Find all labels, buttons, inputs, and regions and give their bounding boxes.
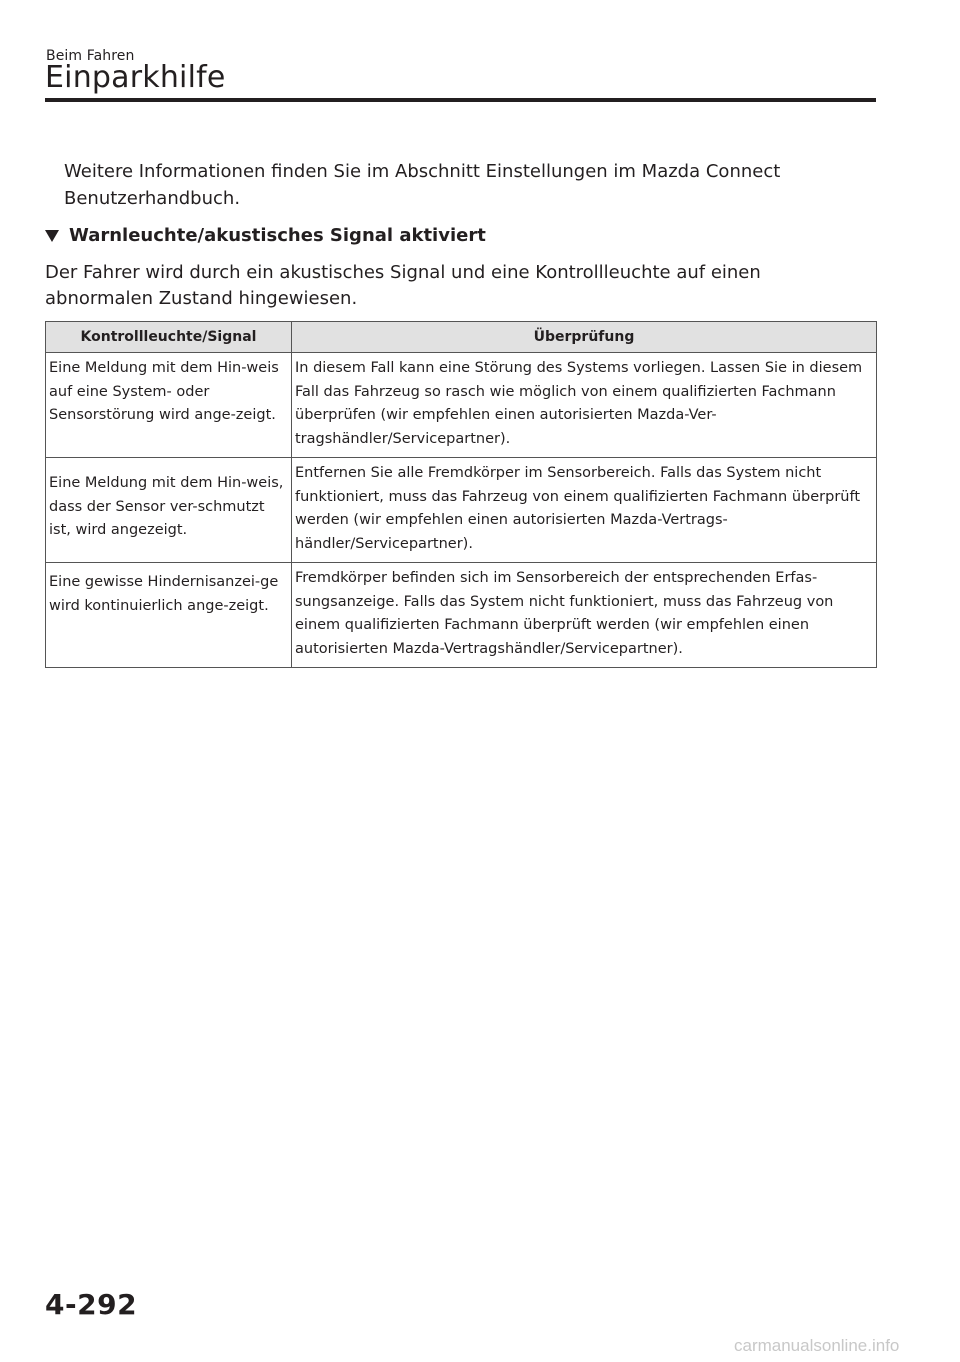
triangle-down-icon (45, 230, 59, 242)
table-header-check: Überprüfung (292, 322, 877, 353)
table-cell-check: In diesem Fall kann eine Störung des Systems vorliegen. Lassen Sie in diesem Fall das Fahrzeug so rasch wie möglich von einem qualifizierten Fachmann überprüfen (wir empfehlen einen autorisierten Mazda-Ver-tragshändler/Servicepartner). (292, 353, 877, 458)
table-cell-check: Entfernen Sie alle Fremdkörper im Sensorbereich. Falls das System nicht funktioniert, muss das Fahrzeug von einem qualifizierten Fachmann überprüft werden (wir empfehlen einen autorisierten Mazda-Vertrags-händler/Servicepartner). (292, 458, 877, 563)
table-row (46, 458, 877, 563)
table-row (46, 563, 877, 668)
section-label: Beim Fahren (46, 48, 135, 64)
table-cell-signal: Eine Meldung mit dem Hin-weis auf eine System- oder Sensorstörung wird ange-zeigt. (46, 353, 292, 458)
watermark: carmanualsonline.info (734, 1336, 900, 1355)
page-number: 4-292 (45, 1288, 138, 1321)
table-header-row (46, 322, 877, 353)
chapter-title: Einparkhilfe (45, 60, 226, 95)
subheading (45, 222, 486, 249)
table-cell-signal: Eine gewisse Hindernisanzei-ge wird kontinuierlich ange-zeigt. (46, 563, 292, 668)
warning-table (45, 321, 877, 668)
table-cell-signal: Eine Meldung mit dem Hin-weis, dass der Sensor ver-schmutzt ist, wird angezeigt. (46, 458, 292, 563)
table-row (46, 353, 877, 458)
table-header-signal: Kontrollleuchte/Signal (46, 322, 292, 353)
description-paragraph: Der Fahrer wird durch ein akustisches Signal und eine Kontrollleuchte auf einen abnormalen Zustand hingewiesen. (45, 262, 761, 309)
header-rule (45, 98, 876, 102)
intro-paragraph: Weitere Informationen finden Sie im Abschnitt Einstellungen im Mazda Connect Benutzerhandbuch. (64, 161, 781, 209)
table-cell-check: Fremdkörper befinden sich im Sensorbereich der entsprechenden Erfas-sungsanzeige. Falls das System nicht funktioniert, muss das Fahrzeug von einem qualifizierten Fachmann überprüft werden (wir empfehlen einen autorisierten Mazda-Vertragshändler/Servicepartner). (292, 563, 877, 668)
subheading-text: Warnleuchte/akustisches Signal aktiviert (69, 225, 486, 246)
